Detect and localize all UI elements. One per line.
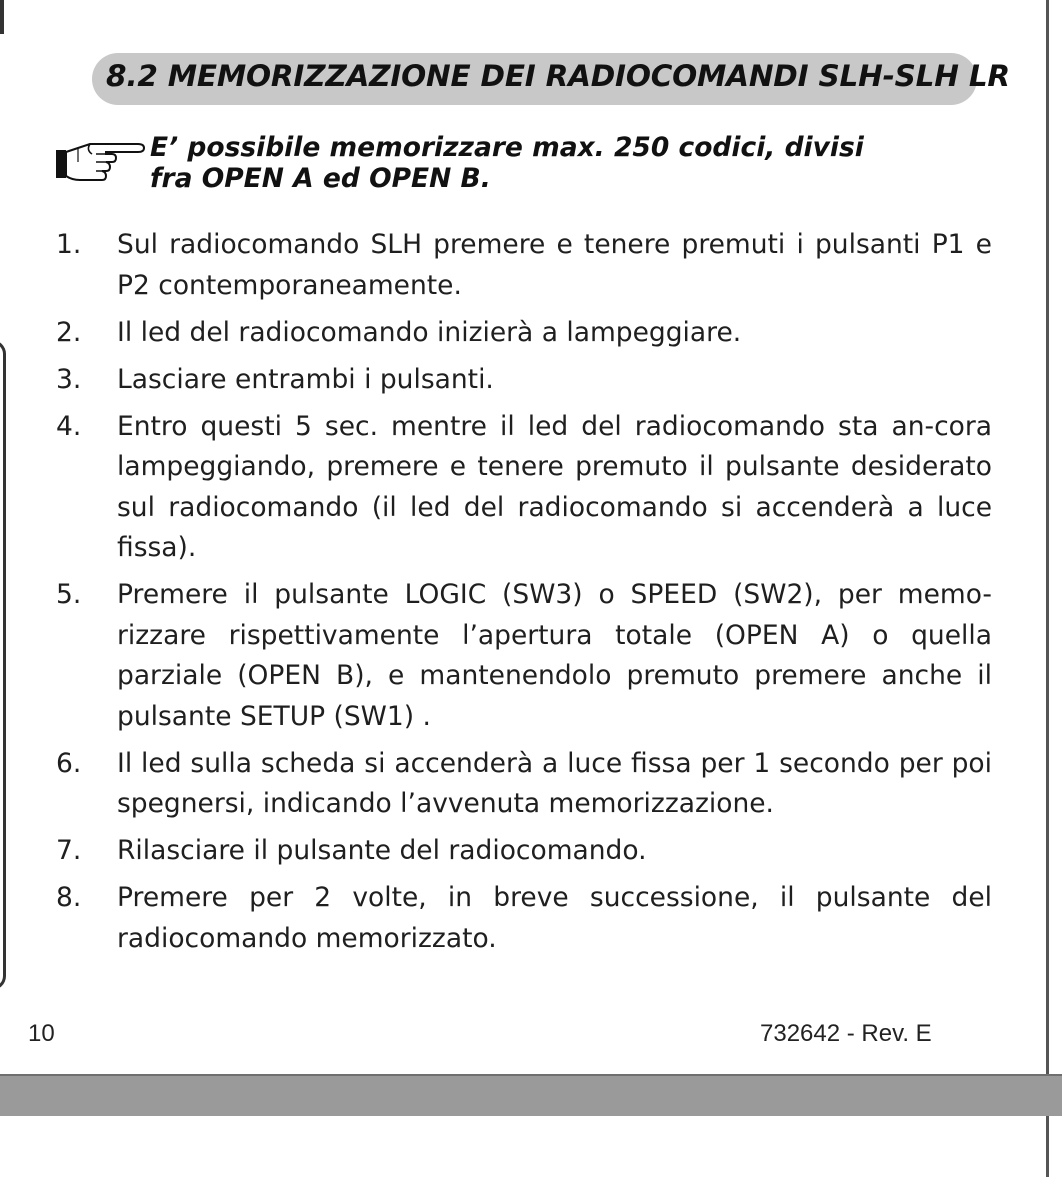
step-number: 5. <box>56 579 82 610</box>
step-text: Rilasciare il pulsante del radiocomando. <box>117 835 647 866</box>
step-number: 8. <box>56 882 82 913</box>
step-item <box>56 360 992 401</box>
step-text: Il led del radiocomando inizierà a lampeggiare. <box>117 316 742 348</box>
step-item <box>56 225 992 306</box>
step-number: 1. <box>56 229 82 260</box>
note-line-1: E’ possibile memorizzare max. 250 codici, divisi <box>150 132 864 163</box>
step-text: Premere per 2 volte, in breve successione, il pulsante del radiocomando memorizzato. <box>117 882 992 954</box>
page-separator-band <box>0 1076 1062 1116</box>
step-number: 4. <box>56 410 82 442</box>
note-box <box>56 132 986 202</box>
step-number: 3. <box>56 363 82 395</box>
step-number: 6. <box>56 747 82 779</box>
step-item <box>56 744 992 825</box>
step-number: 2. <box>56 316 82 348</box>
step-text: Sul radiocomando SLH premere e tenere premuti i pulsanti P1 e P2 contemporaneamente. <box>117 229 992 301</box>
note-line-2: fra OPEN A ed OPEN B. <box>150 163 491 194</box>
step-item <box>56 407 992 569</box>
section-heading-band <box>92 53 1010 105</box>
left-binding-bracket <box>0 340 6 990</box>
note-text <box>150 132 864 194</box>
step-item <box>56 878 992 959</box>
step-item <box>56 313 992 354</box>
page-right-edge <box>1046 0 1049 1177</box>
pointing-hand-icon <box>56 132 146 188</box>
procedure-steps <box>56 225 992 966</box>
step-text: Il led sulla scheda si accenderà a luce fissa per 1 secondo per poi spegnersi, indicando l’avvenuta memorizzazione. <box>117 747 992 819</box>
step-text: Lasciare entrambi i pulsanti. <box>117 363 494 395</box>
step-number: 7. <box>56 835 82 866</box>
step-text: Premere il pulsante LOGIC (SW3) o SPEED (SW2), per memo-rizzare rispettivamente l’apertura totale (OPEN A) o quella parziale (OPEN B), e mantenendolo premuto premere anche il pulsante SETUP (SW1) . <box>117 579 992 732</box>
page-number: 10 <box>28 1020 55 1047</box>
step-text: Entro questi 5 sec. mentre il led del radiocomando sta an-cora lampeggiando, premere e tenere premuto il pulsante desiderato sul radiocomando (il led del radiocomando si accenderà a luce fissa). <box>117 410 992 563</box>
section-title: 8.2 MEMORIZZAZIONE DEI RADIOCOMANDI SLH-SLH LR <box>106 59 1010 93</box>
document-code: 732642 - Rev. E <box>760 1020 932 1047</box>
corner-mark <box>0 0 4 34</box>
step-item <box>56 831 992 872</box>
step-item <box>56 575 992 737</box>
